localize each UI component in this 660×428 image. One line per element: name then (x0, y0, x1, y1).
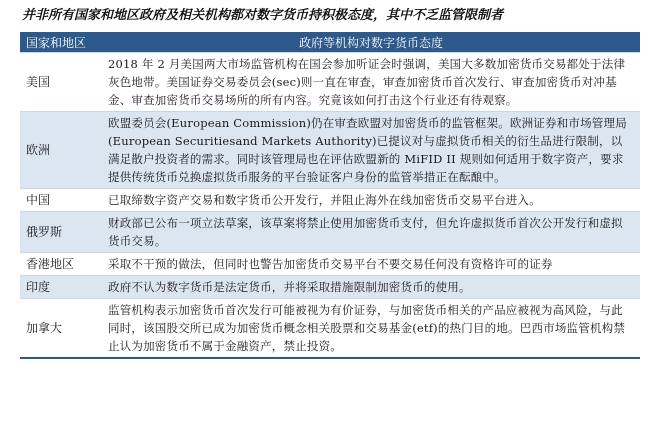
table-row (20, 212, 640, 253)
region-cell: 欧洲 (20, 112, 102, 189)
attitude-cell: 采取不干预的做法，但同时也警告加密货币交易平台不要交易任何没有资格许可的证券 (102, 253, 640, 276)
header-region: 国家和地区 (20, 32, 102, 53)
attitude-cell: 监管机构表示加密货币首次发行可能被视为有价证券，与加密货币相关的产品应被视为高风险，与此同时，该国股交所已成为加密货币概念相关股票和交易基金(etf)的热门目的地。巴西市场监管机构禁止认为加密货币不属于金融资产，禁止投资。 (102, 299, 640, 359)
table-row (20, 112, 640, 189)
table-row (20, 189, 640, 212)
attitude-cell: 已取缔数字资产交易和数字货币公开发行，并阻止海外在线加密货币交易平台进入。 (102, 189, 640, 212)
table-row (20, 253, 640, 276)
region-cell: 加拿大 (20, 299, 102, 359)
attitude-cell: 政府不认为数字货币是法定货币，并将采取措施限制加密货币的使用。 (102, 276, 640, 299)
region-cell: 香港地区 (20, 253, 102, 276)
table-header-row (20, 32, 640, 53)
regulation-table (20, 32, 640, 359)
table-row (20, 53, 640, 112)
region-cell: 美国 (20, 53, 102, 112)
attitude-cell: 欧盟委员会(European Commission)仍在审查欧盟对加密货币的监管框架。欧洲证券和市场管理局(European Securitiesand Markets Authority)已提议对与虚拟货币相关的衍生品进行限制，以满足散户投资者的需求。同时该管理局也在评估欧盟新的 MiFID II 规则如何适用于数字资产，要求提供传统货币兑换虚拟货币服务的平台验证客户身份的监管举措正在酝酿中。 (102, 112, 640, 189)
attitude-cell: 2018 年 2 月美国两大市场监管机构在国会参加听证会时强调，美国大多数加密货币交易都处于法律灰色地带。美国证券交易委员会(sec)则一直在审查，审查加密货币首次发行、审查加密货币对冲基金、审查加密货币交易场所的所有内容。究竟该如何打击这个行业还有待观察。 (102, 53, 640, 112)
region-cell: 印度 (20, 276, 102, 299)
header-attitude: 政府等机构对数字货币态度 (102, 32, 640, 53)
table-row (20, 276, 640, 299)
table-row (20, 299, 640, 359)
attitude-cell: 财政部已公布一项立法草案，该草案将禁止使用加密货币支付，但允许虚拟货币首次公开发行和虚拟货币交易。 (102, 212, 640, 253)
region-cell: 中国 (20, 189, 102, 212)
region-cell: 俄罗斯 (20, 212, 102, 253)
table-title: 并非所有国家和地区政府及相关机构都对数字货币持积极态度，其中不乏监管限制者 (22, 8, 504, 23)
